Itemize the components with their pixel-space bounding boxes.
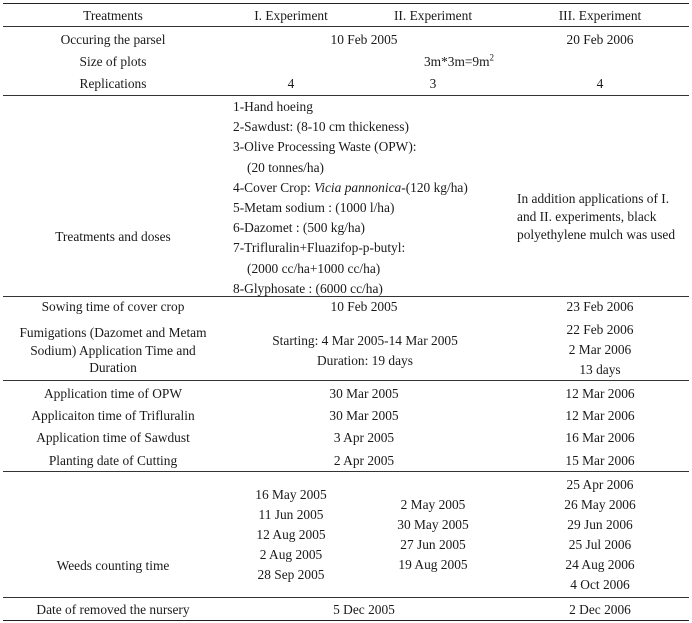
treatment-item: 1-Hand hoeing — [233, 99, 313, 114]
header-treatments: Treatments — [83, 8, 143, 23]
cell-replications-exp1: 4 — [287, 76, 295, 91]
exp3-note-line: and II. experiments, black — [517, 209, 657, 224]
cell-trifluralin-exp12: 30 Mar 2005 — [329, 408, 399, 423]
cell-fumigation-exp3 — [567, 320, 634, 380]
cell-parsel-exp3: 20 Feb 2006 — [566, 32, 634, 47]
fumigation-duration: Duration: 19 days — [317, 353, 413, 368]
row-label-opw: Application time of OPW — [44, 386, 182, 401]
weeds-date: 26 May 2006 — [564, 497, 636, 512]
weeds-date: 11 Jun 2005 — [258, 507, 324, 522]
treatment-item: 6-Dazomet : (500 kg/ha) — [233, 220, 366, 236]
treatments-exp3-note — [517, 190, 675, 244]
row-rule — [3, 380, 689, 381]
fumigation-exp3-line: 22 Feb 2006 — [566, 322, 634, 337]
row-label-trifluralin: Applicaiton time of Trifluralin — [31, 408, 195, 423]
row-label-planting: Planting date of Cutting — [48, 453, 178, 468]
fumigation-exp3-line: 13 days — [579, 362, 621, 377]
cell-sowing-exp12: 10 Feb 2005 — [330, 299, 398, 314]
exp3-note-line: polyethylene mulch was used — [517, 227, 676, 242]
weeds-date: 25 Jul 2006 — [568, 537, 632, 552]
table-bottom-rule — [3, 620, 689, 621]
row-label-fumigation — [19, 324, 206, 377]
plot-size-value: 3m*3m=9m — [423, 54, 490, 69]
treatment-item: (20 tonnes/ha) — [247, 159, 324, 175]
fumigation-label-line: Duration — [89, 360, 137, 375]
treatment-item: 3-Olive Processing Waste (OPW): — [233, 139, 417, 155]
treatment-item: 8-Glyphosate : (6000 cc/ha) — [233, 280, 383, 296]
row-label-removed: Date of removed the nursery — [36, 602, 190, 617]
header-rule — [3, 26, 689, 27]
fumigation-start: Starting: 4 Mar 2005-14 Mar 2005 — [272, 333, 458, 348]
cell-weeds-exp2 — [397, 495, 468, 575]
table-top-rule — [3, 3, 689, 4]
cell-replications-exp3: 4 — [596, 76, 604, 91]
weeds-date: 25 Apr 2006 — [566, 477, 634, 492]
row-label-treatments-doses: Treatments and doses — [55, 229, 171, 244]
cover-crop-dose: -(120 kg/ha) — [401, 179, 468, 195]
cell-parsel-exp12: 10 Feb 2005 — [330, 32, 398, 47]
cell-sawdust-exp3: 16 Mar 2006 — [565, 430, 635, 445]
cell-trifluralin-exp3: 12 Mar 2006 — [565, 408, 635, 423]
cover-crop-species: Vicia pannonica — [314, 179, 402, 195]
cell-planting-exp12: 2 Apr 2005 — [333, 453, 395, 468]
cell-removed-exp3: 2 Dec 2006 — [569, 602, 631, 617]
exp3-note-line: In addition applications of I. — [517, 191, 670, 206]
weeds-date: 2 May 2005 — [400, 497, 466, 512]
weeds-date: 24 Aug 2006 — [565, 557, 635, 572]
cell-opw-exp3: 12 Mar 2006 — [565, 386, 635, 401]
weeds-date: 4 Oct 2006 — [570, 577, 630, 592]
fumigation-label-line: Fumigations (Dazomet and Metam — [19, 325, 207, 340]
cell-sawdust-exp12: 3 Apr 2005 — [333, 430, 395, 445]
cell-replications-exp2: 3 — [429, 76, 437, 91]
header-experiment-2: II. Experiment — [393, 8, 473, 23]
cell-plot-size — [424, 54, 494, 69]
cell-planting-exp3: 15 Mar 2006 — [565, 453, 635, 468]
header-experiment-1: I. Experiment — [254, 8, 328, 23]
treatment-item: 5-Metam sodium : (1000 l/ha) — [233, 200, 395, 216]
row-rule — [3, 597, 689, 598]
weeds-date: 28 Sep 2005 — [257, 567, 325, 582]
cell-sowing-exp3: 23 Feb 2006 — [566, 299, 634, 314]
cell-removed-exp12: 5 Dec 2005 — [333, 602, 395, 617]
weeds-date: 12 Aug 2005 — [256, 527, 326, 542]
row-label-parsel: Occuring the parsel — [60, 32, 166, 47]
row-label-replications: Replications — [79, 76, 147, 91]
treatment-list — [233, 97, 468, 299]
treatment-item: 7-Trifluralin+Fluazifop-p-butyl: — [233, 240, 406, 256]
treatment-item: (2000 cc/ha+1000 cc/ha) — [247, 260, 381, 276]
header-experiment-3: III. Experiment — [558, 8, 642, 23]
weeds-date: 19 Aug 2005 — [398, 557, 468, 572]
fumigation-exp3-line: 2 Mar 2006 — [568, 342, 632, 357]
fumigation-label-line: Sodium) Application Time and — [30, 342, 196, 358]
plot-size-exponent: 2 — [489, 52, 495, 63]
weeds-date: 30 May 2005 — [397, 517, 469, 532]
weeds-date: 27 Jun 2005 — [400, 537, 466, 552]
treatment-item: 2-Sawdust: (8-10 cm thickeness) — [233, 119, 409, 135]
weeds-date: 16 May 2005 — [255, 487, 327, 502]
row-rule — [3, 95, 689, 96]
weeds-date: 29 Jun 2006 — [567, 517, 633, 532]
row-label-sowing: Sowing time of cover crop — [41, 299, 185, 314]
row-rule — [3, 471, 689, 472]
cell-weeds-exp1 — [255, 485, 326, 585]
cell-weeds-exp3 — [564, 475, 635, 595]
row-label-weeds: Weeds counting time — [56, 558, 170, 573]
weeds-date: 2 Aug 2005 — [259, 547, 323, 562]
cell-fumigation-exp12 — [272, 331, 458, 371]
row-label-plot-size: Size of plots — [79, 54, 147, 69]
cell-opw-exp12: 30 Mar 2005 — [329, 386, 399, 401]
cover-crop-label: 4-Cover Crop: — [233, 179, 315, 195]
treatment-item — [233, 178, 468, 198]
row-label-sawdust: Application time of Sawdust — [36, 430, 190, 445]
